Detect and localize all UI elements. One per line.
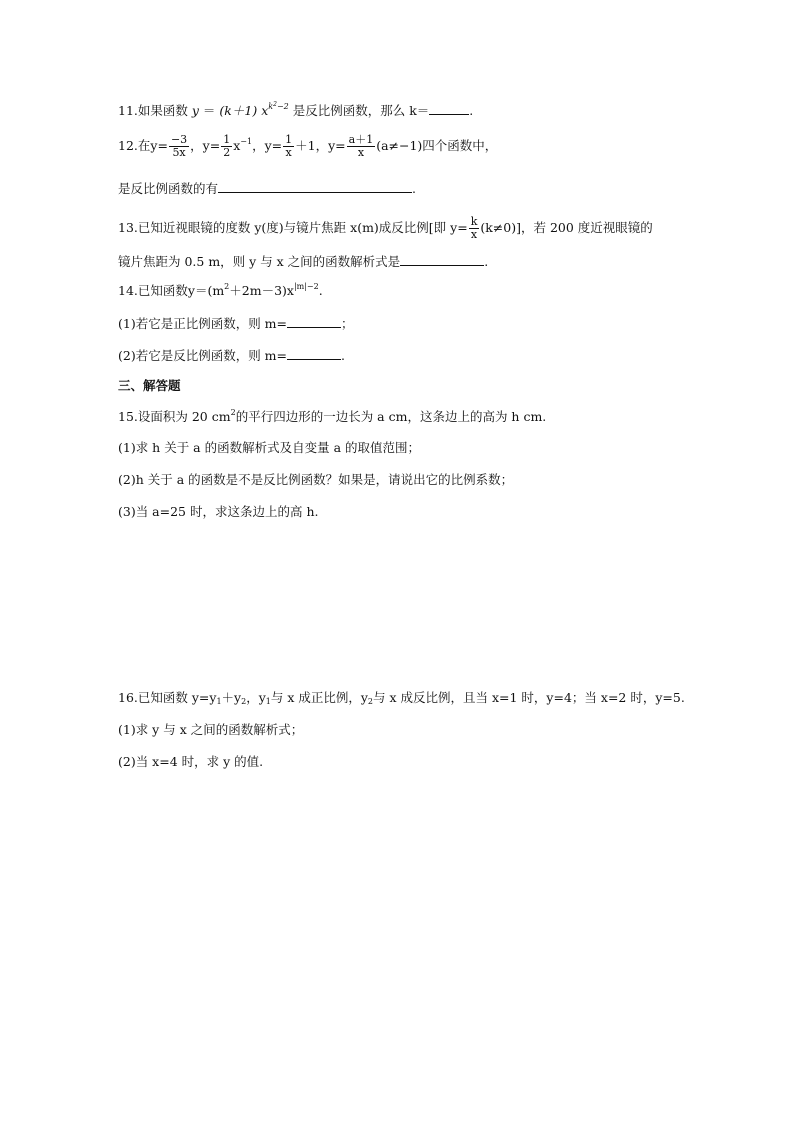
q14-part1-end: ； bbox=[341, 316, 354, 331]
q16-d: 与 x 成正比例，y bbox=[270, 690, 368, 705]
q13-answer-blank[interactable] bbox=[400, 253, 484, 266]
q14-exponent: |m|−2 bbox=[293, 282, 319, 291]
q12-f3-lhs: y= bbox=[264, 138, 283, 153]
q11-answer-blank[interactable] bbox=[429, 102, 469, 115]
q15-sup: 2 bbox=[230, 408, 236, 417]
q12-sep1: ， bbox=[190, 138, 203, 153]
section-heading: 三、解答题 bbox=[118, 378, 181, 393]
q13-line2: 镜片焦距为 0.5 m，则 y 与 x 之间的函数解析式是 bbox=[118, 254, 401, 269]
question-12-line1 bbox=[118, 134, 497, 159]
q12-f2-lhs: y= bbox=[202, 138, 221, 153]
q16-sub3: 1 bbox=[265, 697, 271, 706]
q16-sub2: 2 bbox=[241, 697, 247, 706]
q12-f2-exp: −1 bbox=[240, 137, 253, 146]
q12-end: . bbox=[412, 181, 416, 196]
q16-sub1: 1 bbox=[216, 697, 222, 706]
q14-part2-text: (2)若它是反比例函数，则 m= bbox=[118, 348, 288, 363]
q16-a: 16.已知函数 y=y bbox=[118, 690, 217, 705]
question-12-line2 bbox=[118, 180, 416, 197]
q12-f3-tail: ＋1， bbox=[295, 138, 329, 153]
question-14 bbox=[118, 283, 323, 299]
question-13-line2 bbox=[118, 253, 488, 270]
question-16 bbox=[118, 690, 685, 706]
q13-fraction: $\frac{k}{x}$ bbox=[470, 215, 478, 241]
question-13-line1 bbox=[118, 216, 653, 241]
q12-f4-tail: (a≠−1)四个函数中， bbox=[376, 138, 498, 153]
q15-part2: (2)h 关于 a 的函数是不是反比例函数？如果是，请说出它的比例系数； bbox=[118, 472, 514, 487]
question-15 bbox=[118, 409, 546, 425]
q12-answer-blank[interactable] bbox=[218, 180, 412, 193]
q16-b: ＋y bbox=[221, 690, 242, 705]
q14-square: 2 bbox=[224, 282, 230, 291]
q14-part1-text: (1)若它是正比例函数，则 m= bbox=[118, 316, 288, 331]
q11-x: x bbox=[261, 103, 269, 118]
q12-fraction-3: $\frac{1}{x}$ bbox=[285, 133, 293, 159]
q13-line1-a: 13.已知近视眼镜的度数 y(度)与镜片焦距 x(m)成反比例[即 y= bbox=[118, 220, 468, 235]
q11-y: y bbox=[191, 103, 199, 118]
q14-part2-blank[interactable] bbox=[287, 347, 341, 360]
q14-part1-blank[interactable] bbox=[287, 315, 341, 328]
q12-line2: 是反比例函数的有 bbox=[118, 181, 219, 196]
q14-prefix: 14.已知函数y＝(m bbox=[118, 283, 225, 298]
q14-part2-end: . bbox=[341, 348, 345, 363]
q16-c: ，y bbox=[246, 690, 266, 705]
q11-mid: 是反比例函数，那么 k＝ bbox=[292, 103, 430, 118]
q14-mid: ＋2m－3)x bbox=[229, 283, 294, 298]
q15-part1: (1)求 h 关于 a 的函数解析式及自变量 a 的取值范围； bbox=[118, 440, 421, 455]
q16-part2: (2)当 x=4 时，求 y 的值. bbox=[118, 754, 264, 769]
q11-prefix: 11.如果函数 bbox=[118, 103, 188, 118]
q13-end: . bbox=[484, 254, 489, 269]
q15-part3: (3)当 a=25 时，求这条边上的高 h. bbox=[118, 504, 319, 519]
q12-sep2: ， bbox=[252, 138, 265, 153]
q12-f2-tail: x bbox=[233, 138, 241, 153]
q16-e: 与 x 成反比例，且当 x=1 时，y=4；当 x=2 时，y=5. bbox=[373, 690, 685, 705]
q12-f1-lhs: y= bbox=[150, 138, 168, 153]
q13-line1-b: (k≠0)]，若 200 度近视眼镜的 bbox=[480, 220, 653, 235]
q12-prefix: 12.在 bbox=[118, 138, 151, 153]
q16-sub4: 2 bbox=[367, 697, 374, 706]
q11-end: . bbox=[469, 103, 474, 118]
q11-exponent: k2−2 bbox=[268, 101, 289, 111]
q12-fraction-2: $\frac{1}{2}$ bbox=[223, 133, 231, 159]
q11-eq: ＝ bbox=[202, 103, 216, 118]
question-14-part2 bbox=[118, 347, 345, 364]
question-11 bbox=[118, 102, 473, 119]
q14-end: . bbox=[318, 283, 323, 298]
q15-line1-b: 的平行四边形的一边长为 a cm，这条边上的高为 h cm. bbox=[235, 409, 547, 424]
q15-line1-a: 15.设面积为 20 cm bbox=[118, 409, 231, 424]
q12-f4-lhs: y= bbox=[328, 138, 346, 153]
q16-part1: (1)求 y 与 x 之间的函数解析式； bbox=[118, 722, 304, 737]
q12-fraction-1: $\frac{-3}{5x}$ bbox=[170, 133, 188, 159]
q11-k1: (k＋1) bbox=[219, 103, 258, 118]
q12-fraction-4: $\frac{a+1}{x}$ bbox=[348, 133, 374, 159]
question-14-part1 bbox=[118, 315, 354, 332]
